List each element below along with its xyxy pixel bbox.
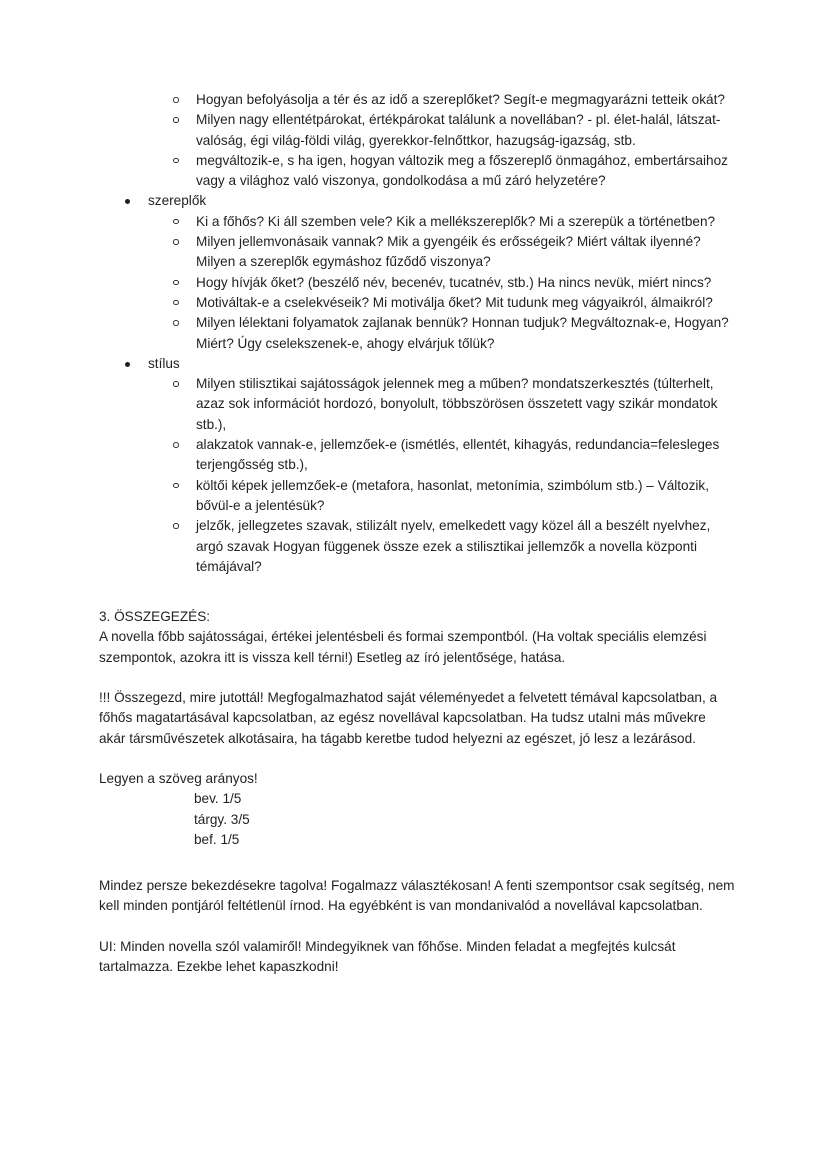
- section-heading-item: [99, 354, 735, 374]
- hollow-circle-bullet-icon: [173, 97, 179, 103]
- section-list-stilus: [99, 354, 735, 374]
- document-content: [99, 90, 735, 977]
- emphasis-paragraph: !!! Összegezd, mire jutottál! Megfogalmazhatod saját véleményedet a felvetett témával kapcsolatban, a főhős magatartásával kapcsolatban, az egész novellával kapcsolatban. Ha tudsz utalni más művekre akár társművészetek alkotásaira, ha tágabb keretbe tudod helyezni az egészet, jó lesz a lezárásod.: [99, 690, 718, 746]
- list-item: [99, 476, 735, 517]
- section-list-szereplok: [99, 191, 735, 211]
- spacer: [99, 917, 735, 937]
- spacer: [99, 577, 735, 607]
- list-item: [99, 151, 735, 192]
- hollow-circle-bullet-icon: [173, 280, 179, 286]
- disc-bullet-icon: [125, 362, 130, 367]
- list-item: [99, 516, 735, 577]
- disc-bullet-icon: [125, 199, 130, 204]
- orphan-bullet-list: [99, 90, 735, 191]
- section-heading-label: stílus: [148, 355, 180, 371]
- spacer: [99, 850, 735, 876]
- list-item-text: költői képek jellemzőek-e (metafora, hasonlat, metonímia, szimbólum stb.) – Változik, bővül-e a jelentésük?: [196, 477, 709, 513]
- list-item: [99, 435, 735, 476]
- list-item-text: alakzatok vannak-e, jellemzőek-e (ismétlés, ellentét, kihagyás, redundancia=felesleges terjengősség stb.),: [196, 437, 720, 473]
- summary-heading: 3. ÖSSZEGEZÉS:: [99, 609, 211, 625]
- spacer: [99, 749, 735, 769]
- list-item-text: Milyen lélektani folyamatok zajlanak bennük? Honnan tudjuk? Megváltoznak-e, Hogyan? Miért? Úgy cselekszenek-e, ahogy elvárjuk tőlük?: [196, 315, 729, 351]
- list-item: [99, 273, 735, 293]
- hollow-circle-bullet-icon: [173, 219, 179, 225]
- list-item: [99, 313, 735, 354]
- proportion-line-list: [99, 789, 735, 850]
- list-item: [99, 90, 735, 110]
- proportion-intro: Legyen a szöveg arányos!: [99, 770, 258, 786]
- list-item: [99, 293, 735, 313]
- list-item-text: Ki a főhős? Ki áll szemben vele? Kik a mellékszereplők? Mi a szerepük a történetben?: [196, 213, 716, 229]
- list-item-text: Motiváltak-e a cselekvéseik? Mi motiválja őket? Mit tudunk meg vágyaikról, álmaikról?: [196, 294, 713, 310]
- list-item-text: megváltozik-e, s ha igen, hogyan változik meg a főszereplő önmagához, embertársaihoz vagy a világhoz való viszonya, gondolkodása a mű záró helyzetére?: [196, 152, 728, 189]
- hollow-circle-bullet-icon: [173, 158, 179, 164]
- spacer: [99, 668, 735, 688]
- section-heading-label: szereplők: [148, 193, 207, 209]
- summary-body: A novella főbb sajátosságai, értékei jelentésbeli és formai szempontból. (Ha voltak speciális elemzési szempontok, azokra itt is vissza kell térni!) Esetleg az író jelentősége, hatása.: [99, 629, 707, 665]
- proportion-line: bef. 1/5: [194, 831, 240, 847]
- hollow-circle-bullet-icon: [173, 381, 179, 387]
- hollow-circle-bullet-icon: [173, 523, 179, 529]
- hollow-circle-bullet-icon: [173, 117, 179, 123]
- hollow-circle-bullet-icon: [173, 483, 179, 489]
- closing-paragraph: Mindez persze bekezdésekre tagolva! Fogalmazz választékosan! A fenti szempontsor csak segítség, nem kell minden pontjáról feltétlenül írnod. Ha egyébként is van mondanivalód a novellával kapcsolatban.: [99, 878, 735, 914]
- hollow-circle-bullet-icon: [173, 442, 179, 448]
- proportion-line: bev. 1/5: [194, 791, 242, 807]
- proportion-line: tárgy. 3/5: [194, 811, 250, 827]
- list-item: [99, 374, 735, 435]
- subitem-list-stilus: [99, 374, 735, 577]
- list-item: [99, 212, 735, 232]
- list-item-text: Milyen nagy ellentétpárokat, értékpárokat találunk a novellában? - pl. élet-halál, látszat-valóság, égi világ-földi világ, gyerekkor-felnőttkor, hazugság-igazság, stb.: [196, 112, 721, 148]
- hollow-circle-bullet-icon: [173, 300, 179, 306]
- list-item: [99, 232, 735, 273]
- list-item-text: Milyen jellemvonásaik vannak? Mik a gyengéik és erősségeik? Miért váltak ilyenné? Milyen a szereplők egymáshoz fűződő viszonya?: [196, 234, 701, 270]
- list-item-text: Milyen stilisztikai sajátosságok jelennek meg a műben? mondatszerkesztés (túlterhelt, azaz sok információt hordozó, bonyolult, többszörösen összetett vagy szikár mondatok stb.),: [196, 376, 718, 432]
- list-item-text: Hogy hívják őket? (beszélő név, becenév, tucatnév, stb.) Ha nincs nevük, miért nincs?: [196, 274, 712, 290]
- section-heading-item: [99, 191, 735, 211]
- postscript-paragraph: UI: Minden novella szól valamiről! Mindegyiknek van főhőse. Minden feladat a megfejtés kulcsát tartalmazza. Ezekbe lehet kapaszkodni!: [99, 938, 676, 974]
- subitem-list-szereplok: [99, 212, 735, 354]
- hollow-circle-bullet-icon: [173, 320, 179, 326]
- list-item: [99, 110, 735, 151]
- list-item-text: Hogyan befolyásolja a tér és az idő a szereplőket? Segít-e megmagyarázni tetteik okát?: [196, 92, 725, 107]
- hollow-circle-bullet-icon: [173, 239, 179, 245]
- list-item-text: jelzők, jellegzetes szavak, stilizált nyelv, emelkedett vagy közel áll a beszélt nyelvhez, argó szavak Hogyan függenek össze ezek a stilisztikai jellemzők a novella központi témájával?: [196, 518, 711, 574]
